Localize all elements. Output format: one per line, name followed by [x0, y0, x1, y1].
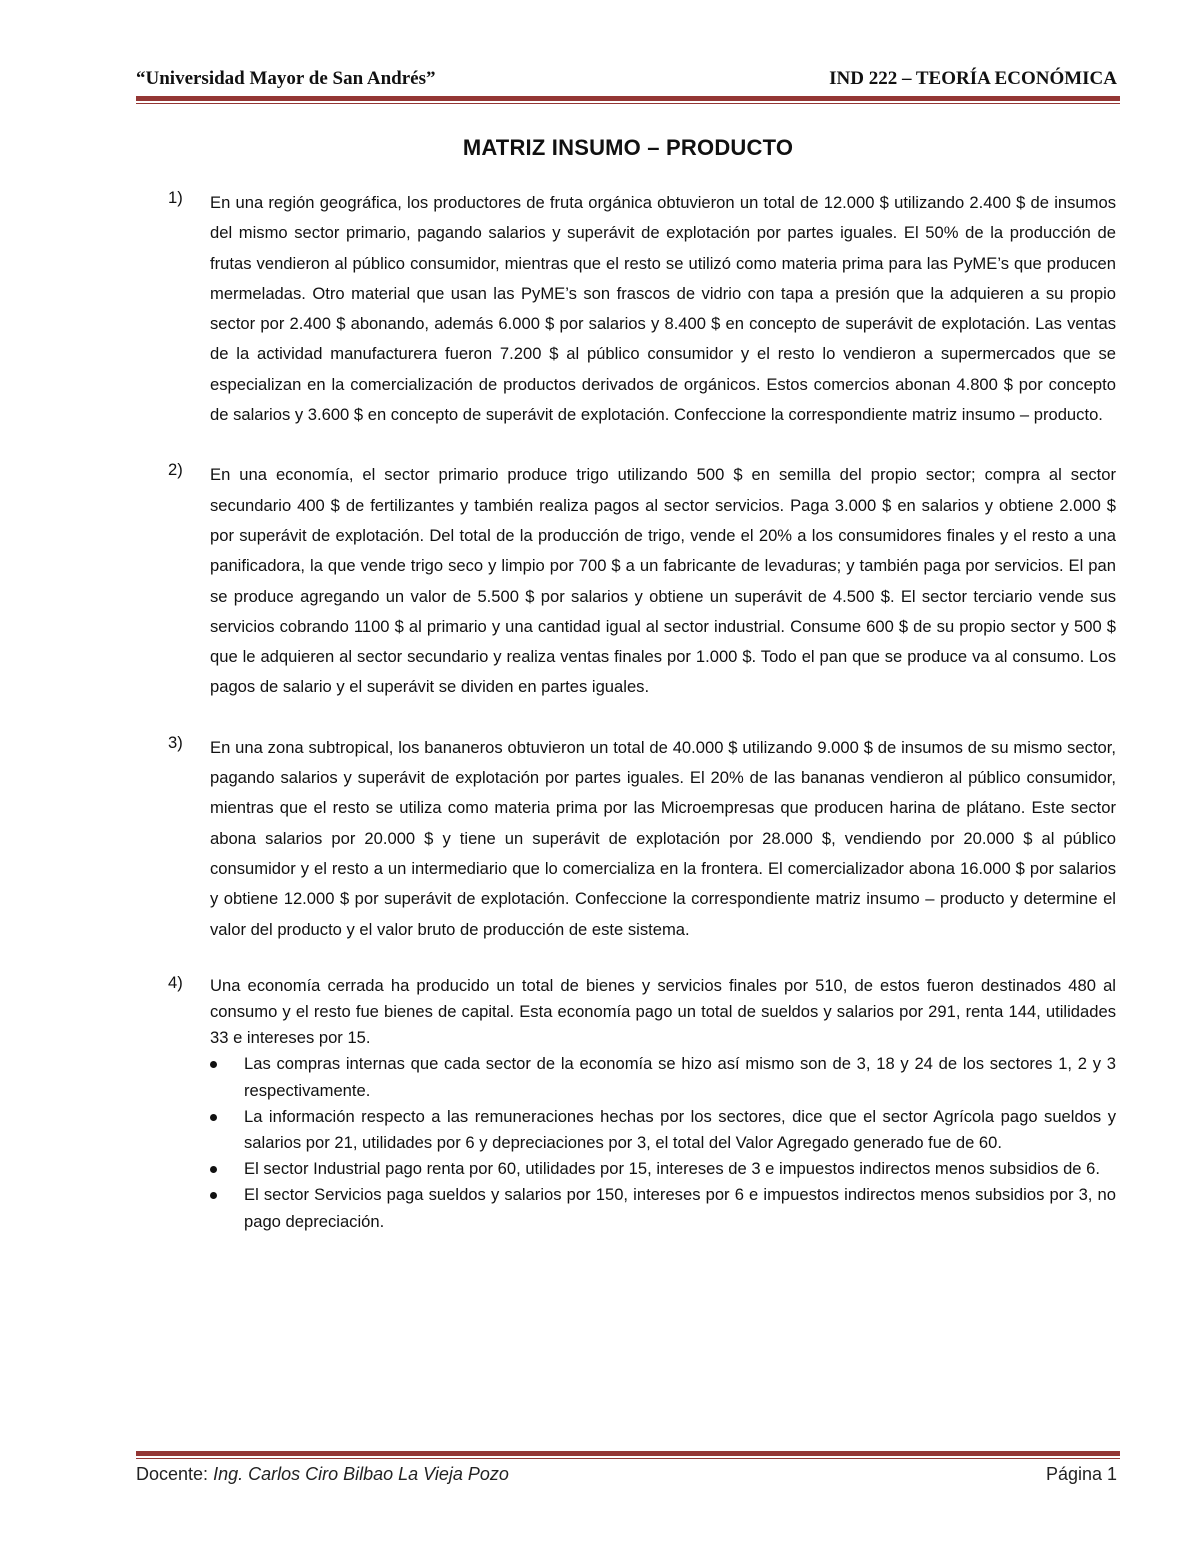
problem-number: 3): [168, 732, 183, 752]
page-title: MATRIZ INSUMO – PRODUCTO: [462, 135, 794, 160]
header-university: “Universidad Mayor de San Andrés”: [136, 68, 436, 89]
footer-docente: [136, 1464, 509, 1485]
page-number: Página 1: [1045, 1464, 1117, 1484]
bullet-icon: [210, 1061, 217, 1068]
footer-rule: [136, 1451, 1120, 1456]
list-item: [210, 1051, 1116, 1103]
list-item-text: El sector Servicios paga sueldos y salarios por 150, intereses por 6 e impuestos indirectos menos subsidios por 3, no pago depreciación.: [244, 1185, 1116, 1231]
problem-text: En una economía, el sector primario produce trigo utilizando 500 $ en semilla del propio sector; compra al sector secundario 400 $ de fertilizantes y también realiza pagos al sector servicios. Paga 3.000 $ en salarios y obtiene 2.000 $ por superávit de explotación. Del total de la producción de trigo, vende el 20% a los consumidores finales y el resto a una panificadora, la que vende trigo seco y limpio por 700 $ a un fabricante de levaduras; y también paga por servicios. El pan se produce agregando un valor de 5.500 $ por salarios y obtiene un superávit de 4.500 $. El sector terciario vende sus servicios cobrando 1100 $ al primario y una cantidad igual al sector industrial. Consume 600 $ de su propio sector y 500 $ que le adquieren al sector secundario y realiza ventas finales por 1.000 $. Todo el pan que se produce va al consumo. Los pagos de salario y el superávit se dividen en partes iguales.: [210, 465, 1116, 697]
bullet-icon: [210, 1192, 217, 1199]
bullet-icon: [210, 1166, 217, 1173]
header-course: IND 222 – TEORÍA ECONÓMICA: [829, 68, 1117, 89]
problem-4: [168, 973, 1116, 1235]
page-header: [136, 68, 1117, 90]
list-item: [210, 1156, 1116, 1182]
page-footer: [136, 1464, 1117, 1485]
problem-number: 2): [168, 460, 183, 480]
problem-text: Una economía cerrada ha producido un total de bienes y servicios finales por 510, de estos fueron destinados 480 al consumo y el resto fue bienes de capital. Esta economía pago un total de sueldos y salarios por 291, renta 144, utilidades 33 e intereses por 15.: [210, 975, 1116, 1048]
problem-4-bullets: [210, 1051, 1116, 1234]
document-body: [168, 188, 1116, 1235]
docente-label: Docente:: [136, 1464, 209, 1484]
footer-rule-thin: [136, 1458, 1120, 1459]
bullet-icon: [210, 1114, 217, 1121]
list-item-text: Las compras internas que cada sector de la economía se hizo así mismo son de 3, 18 y 24 de los sectores 1, 2 y 3 respectivamente.: [244, 1054, 1116, 1100]
problem-number: 1): [168, 188, 183, 207]
problem-2: [168, 460, 1116, 702]
list-item-text: La información respecto a las remuneraciones hechas por los sectores, dice que el sector Agrícola pago sueldos y salarios por 21, utilidades por 6 y depreciaciones por 3, el total del Valor Agregado generado fue de 60.: [244, 1106, 1116, 1153]
header-rule: [136, 96, 1120, 101]
problem-number: 4): [168, 972, 183, 992]
docente-name: Ing. Carlos Ciro Bilbao La Vieja Pozo: [213, 1464, 509, 1484]
problem-1: [168, 188, 1116, 430]
header-rule-thin: [136, 103, 1120, 104]
problem-3: [168, 733, 1116, 945]
problem-text: En una región geográfica, los productores de fruta orgánica obtuvieron un total de 12.000 $ utilizando 2.400 $ de insumos del mismo sector primario, pagando salarios y superávit de explotación por partes iguales. El 50% de la producción de frutas vendieron al público consumidor, mientras que el resto se utilizó como materia prima para las PyME’s que producen mermeladas. Otro material que usan las PyME’s son frascos de vidrio con tapa a presión que la adquieren a su propio sector por 2.400 $ abonando, además 6.000 $ por salarios y 8.400 $ en concepto de superávit de explotación. Las ventas de la actividad manufacturera fueron 7.200 $ al público consumidor y el resto lo vendieron a supermercados que se especializan en la comercialización de productos derivados de orgánicos. Estos comercios abonan 4.800 $ por concepto de salarios y 3.600 $ en concepto de superávit de explotación. Confeccione la correspondiente matriz insumo – producto.: [210, 193, 1116, 425]
list-item: [210, 1104, 1116, 1156]
list-item-text: El sector Industrial pago renta por 60, utilidades por 15, intereses de 3 e impuestos indirectos menos subsidios de 6.: [244, 1159, 1100, 1179]
problem-text: En una zona subtropical, los bananeros obtuvieron un total de 40.000 $ utilizando 9.000 $ de insumos de su mismo sector, pagando salarios y superávit de explotación por partes iguales. El 20% de las bananas vendieron al público consumidor, mientras que el resto se utiliza como materia prima por las Microempresas que producen harina de plátano. Este sector abona salarios por 20.000 $ y tiene un superávit de explotación por 28.000 $, vendiendo por 20.000 $ al público consumidor y el resto a un intermediario que lo comercializa en la frontera. El comercializador abona 16.000 $ por salarios y obtiene 12.000 $ por superávit de explotación. Confeccione la correspondiente matriz insumo – producto y determine el valor del producto y el valor bruto de producción de este sistema.: [210, 737, 1116, 939]
list-item: [210, 1182, 1116, 1234]
